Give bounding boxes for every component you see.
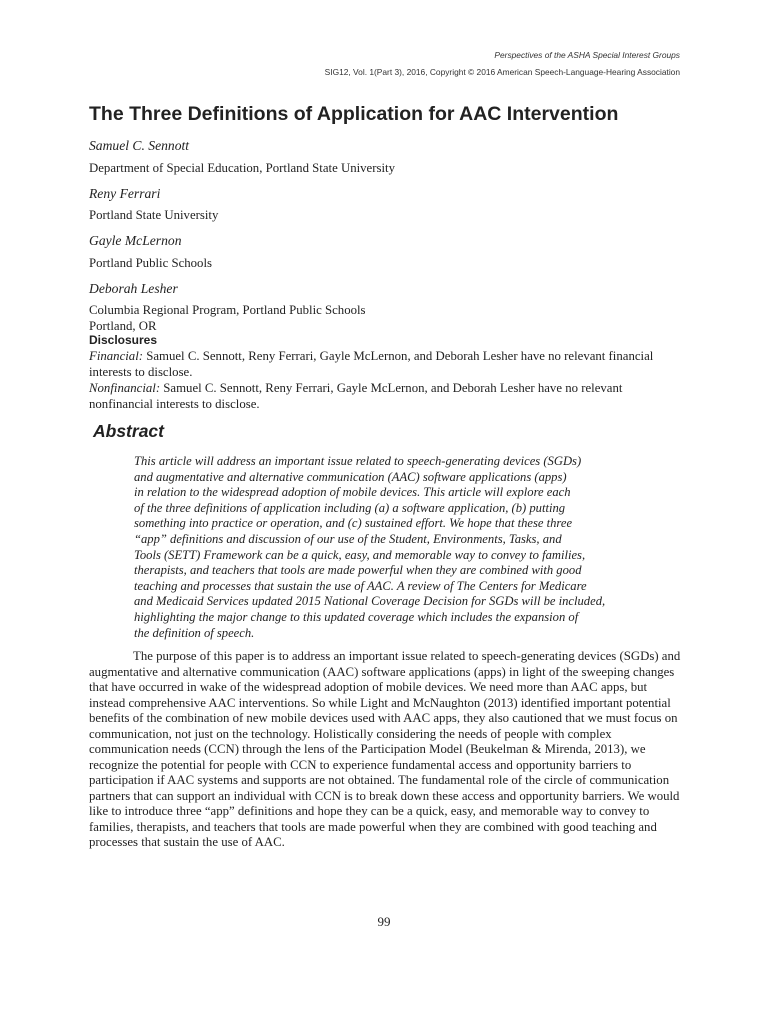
disclosures [89, 332, 689, 412]
author-affiliation: Portland Public Schools [89, 256, 212, 270]
abstract-line: of the three definitions of application including (a) a software application, (b) putting [134, 500, 566, 515]
affiliation-line: Columbia Regional Program, Portland Public Schools [89, 303, 366, 317]
abstract-line: in relation to the widespread adoption of mobile devices. This article will explore each [134, 485, 571, 500]
nonfinancial-disclosure [89, 380, 689, 412]
author-name: Reny Ferrari [89, 186, 161, 201]
body-paragraph: The purpose of this paper is to address an important issue related to speech-generating devices (SGDs) and augmentative and alternative communication (AAC) software applications (apps) in light of the sweeping changes that have occurred in wake of the widespread adoption of mobile devices. We need more than AAC apps, but instead comprehensive AAC interventions. So while Light and McNaughton (2013) identified important potential benefits of the combination of new mobile devices used with AAC apps, they also cautioned that we must focus on communication, not just on the technology. Holistically considering the needs of people with complex communication needs (CCN) through the lens of the Participation Model (Beukelman & Mirenda, 2013), we recognize the potential for people with CCN to experience fundamental access and opportunity barriers to participation if AAC systems and supports are not obtained. The fundamental role of the circle of communication partners that can support an individual with CCN is to break down these access and opportunity barriers. We would like to introduce three “app” definitions and hope they can be a quick, easy, and memorable way to convey to families, therapists, and teachers that tools are made powerful when they are combined with good teaching and processes that sustain the use of AAC. [89, 649, 681, 849]
article-title: The Three Definitions of Application for AAC Intervention [89, 103, 619, 125]
abstract-line: and augmentative and alternative communication (AAC) software applications (apps) [134, 469, 567, 484]
disclosures-heading: Disclosures [89, 333, 158, 347]
abstract-text [134, 454, 684, 641]
page-number: 99 [377, 914, 391, 929]
journal-name: Perspectives of the ASHA Special Interest Groups [494, 50, 680, 60]
abstract-line: This article will address an important issue related to speech-generating devices (SGDs) [134, 454, 582, 468]
financial-text: Samuel C. Sennott, Reny Ferrari, Gayle McLernon, and Deborah Lesher have no relevant financial interests to disclose. [89, 349, 654, 379]
abstract-line: something into practice or operation, and (c) sustained effort. We hope that these three [134, 516, 573, 531]
journal-citation: SIG12, Vol. 1(Part 3), 2016, Copyright © 2016 American Speech-Language-Hearing Association [324, 67, 680, 77]
author-affiliation [89, 302, 366, 334]
abstract-line: the definition of speech. [134, 625, 255, 640]
abstract-line: teaching and processes that sustain the use of AAC. A review of The Centers for Medicare [134, 578, 587, 593]
abstract-line: highlighting the major change to this updated coverage which includes the expansion of [134, 609, 579, 624]
author-name: Gayle McLernon [89, 233, 182, 248]
financial-disclosure [89, 348, 689, 380]
nonfinancial-label: Nonfinancial: [89, 381, 161, 395]
author-name: Samuel C. Sennott [89, 138, 190, 153]
abstract-line: and Medicaid Services updated 2015 National Coverage Decision for SGDs will be included, [134, 594, 606, 609]
running-header [325, 47, 680, 81]
author-affiliation: Portland State University [89, 208, 219, 222]
financial-label: Financial: [89, 349, 144, 363]
author-affiliation: Department of Special Education, Portland State University [89, 161, 395, 175]
abstract-line: Tools (SETT) Framework can be a quick, easy, and memorable way to convey to families, [134, 547, 586, 562]
abstract-heading: Abstract [93, 421, 164, 441]
affiliation-line: Portland, OR [89, 319, 157, 333]
abstract-line: therapists, and teachers that tools are made powerful when they are combined with good [134, 563, 582, 578]
author-name: Deborah Lesher [89, 281, 178, 296]
abstract-line: “app” definitions and discussion of our use of the Student, Environments, Tasks, and [134, 531, 562, 546]
nonfinancial-text: Samuel C. Sennott, Reny Ferrari, Gayle McLernon, and Deborah Lesher have no relevant nonfinancial interests to disclose. [89, 381, 623, 411]
